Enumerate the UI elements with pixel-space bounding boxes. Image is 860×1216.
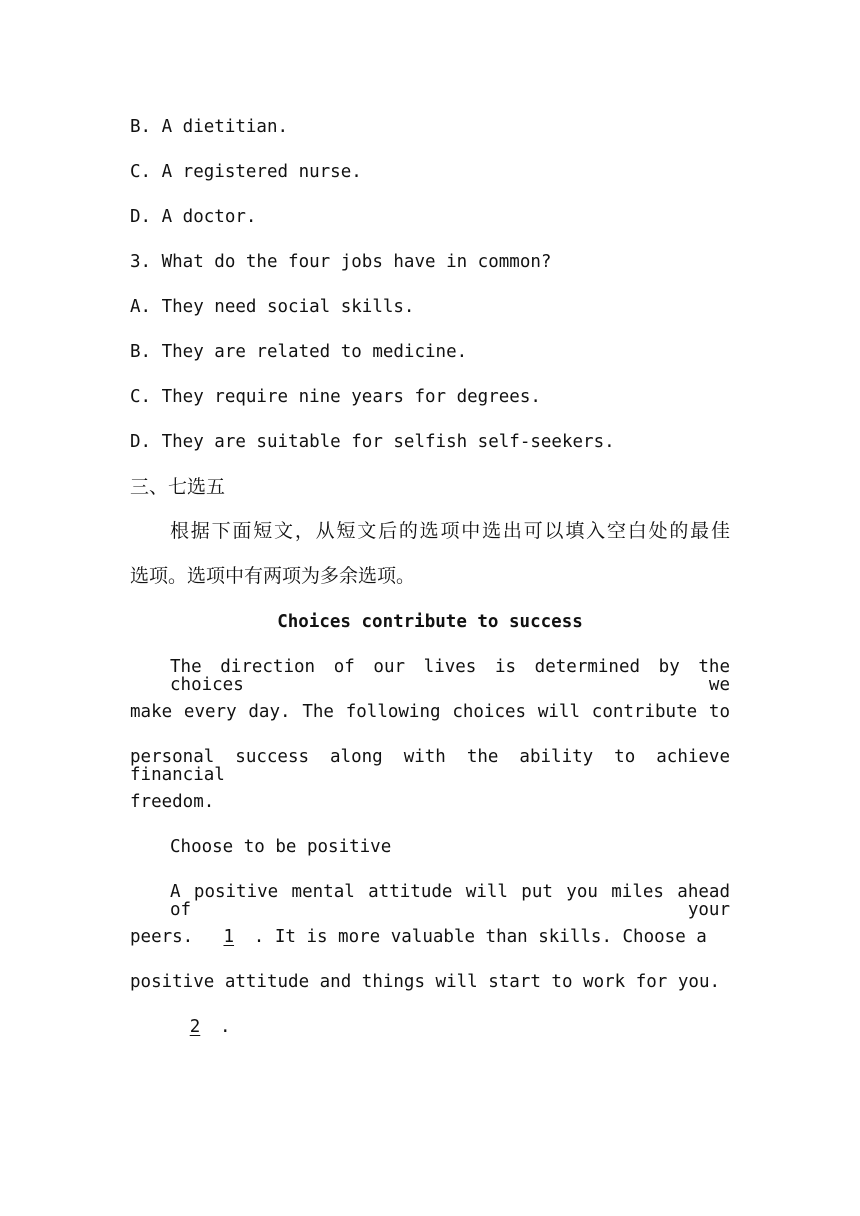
q3-option-a: A. They need social skills.: [130, 297, 415, 317]
para1-line-2-end: . It is more valuable than skills. Choose a: [253, 927, 707, 947]
blank-2-period: .: [220, 1017, 231, 1037]
para2-line-1: [170, 1019, 231, 1037]
para1-line-2: [130, 929, 707, 947]
q2-option-b: B. A dietitian.: [130, 117, 289, 137]
passage-subheading: Choose to be positive: [170, 837, 392, 857]
blank-1: 1: [223, 927, 235, 947]
section-heading: 三、七选五: [130, 476, 226, 498]
q3-option-c: C. They require nine years for degrees.: [130, 387, 541, 407]
section-instruction-line2: 选项。选项中有两项为多余选项。: [130, 565, 416, 587]
q3-option-b: B. They are related to medicine.: [130, 342, 468, 362]
para1-line-3: positive attitude and things will start to work for you.: [130, 972, 721, 992]
intro-line-1: The direction of our lives is determined by the choices we: [170, 657, 730, 695]
para1-line-2-start: peers.: [130, 927, 204, 947]
q3-question: 3. What do the four jobs have in common?: [130, 252, 552, 272]
intro-line-4: freedom.: [130, 792, 215, 812]
passage-title: Choices contribute to success: [277, 612, 583, 632]
q3-option-d: D. They are suitable for selfish self-seekers.: [130, 432, 615, 452]
q2-option-c: C. A registered nurse.: [130, 162, 362, 182]
blank-2: 2: [189, 1017, 201, 1037]
intro-line-2: make every day. The following choices will contribute to: [130, 702, 730, 722]
para1-line-1: A positive mental attitude will put you miles ahead of your: [170, 882, 730, 920]
intro-line-3: personal success along with the ability to achieve financial: [130, 747, 730, 785]
section-instruction-line1: 根据下面短文，从短文后的选项中选出可以填入空白处的最佳: [170, 520, 730, 542]
q2-option-d: D. A doctor.: [130, 207, 257, 227]
